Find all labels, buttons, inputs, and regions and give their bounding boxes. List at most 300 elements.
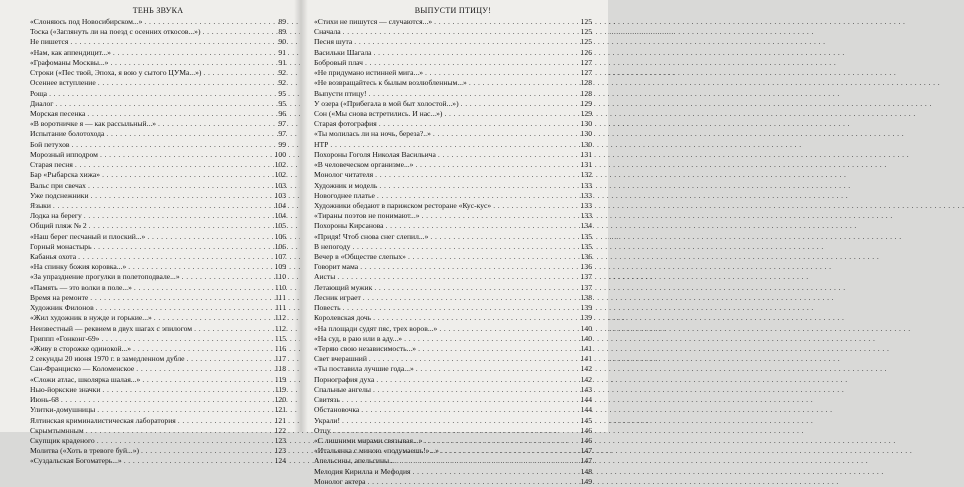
toc-entry-title: Улитки-домушницы — [30, 405, 96, 415]
toc-page-number: 146 — [580, 425, 592, 435]
toc-entry-title: «Графоманы Москвы...» — [30, 57, 109, 67]
toc-page-number: 112 — [274, 313, 286, 323]
toc-entry-title: «Не возвращайтесь к былым возлюбленным...» — [314, 78, 467, 88]
toc-dot-leader — [469, 78, 579, 88]
toc-entry-title: «Тираны поэтов не понимают...» — [314, 211, 420, 221]
toc-dot-leader — [97, 436, 273, 446]
toc-entry-title: 2 секунды 20 июня 1970 г. в замедленном дубле — [30, 354, 185, 364]
toc-entry — [30, 416, 286, 426]
toc-page-number: 149 — [580, 476, 592, 486]
toc-page-number: 111 — [275, 303, 286, 313]
toc-entry-title: «Нам, как аппендицит...» — [30, 47, 111, 57]
toc-entry-title: «За упразднение прогулки в полетоподвале...» — [30, 272, 180, 282]
toc-page-number: 92 — [278, 68, 286, 78]
toc-page-number: 106 — [274, 231, 286, 241]
toc-entry-title: Обстановочка — [314, 405, 360, 415]
toc-entry — [314, 221, 592, 231]
toc-page-number: 105 — [274, 221, 286, 231]
toc-page-number: 110 — [274, 282, 286, 292]
toc-dot-leader — [408, 252, 579, 262]
toc-dot-leader — [203, 27, 277, 37]
toc-entry — [314, 375, 592, 385]
toc-entry-title: Песня шута — [314, 37, 353, 47]
toc-page-number: 133 — [580, 180, 592, 190]
toc-page-number: 141 — [580, 354, 592, 364]
toc-entry — [314, 405, 592, 415]
toc-entry-title: «Итальянка с миною «подумаешь!»...» — [314, 446, 439, 456]
toc-entry-title: Бобровый плач — [314, 57, 364, 67]
toc-entry — [314, 395, 592, 405]
toc-entry — [314, 426, 592, 436]
toc-entry — [314, 262, 592, 272]
toc-entry-title: Неизвестный — реквием в двух шагах с эпилогом — [30, 323, 193, 333]
toc-entry — [30, 150, 286, 160]
toc-entry-title: «Ты поставила лучшие года...» — [314, 364, 414, 374]
toc-dot-leader — [373, 385, 579, 395]
toc-page-number: 128 — [580, 78, 592, 88]
toc-dot-leader — [136, 364, 273, 374]
toc-page-number: 91 — [278, 57, 286, 67]
toc-dot-leader — [86, 426, 273, 436]
toc-page-number: 138 — [580, 292, 592, 302]
toc-entry-title: Тоска («Заглянуть ли на поезд с осенних откосов...») — [30, 27, 201, 37]
toc-entry-title: Не пишется — [30, 37, 69, 47]
toc-entry-title: Похороны Кирсанова — [314, 221, 384, 231]
toc-entry — [30, 252, 286, 262]
toc-dot-leader — [141, 446, 273, 456]
toc-dot-leader — [354, 37, 578, 47]
toc-dot-leader — [422, 211, 579, 221]
toc-entry — [314, 78, 592, 88]
toc-page-number: 110 — [274, 272, 286, 282]
toc-page-number: 139 — [580, 313, 592, 323]
toc-page-number: 133 — [580, 190, 592, 200]
toc-page-number: 141 — [580, 344, 592, 353]
toc-dot-leader — [438, 150, 579, 160]
right-page — [300, 0, 608, 486]
toc-entry — [30, 78, 286, 88]
toc-entry-title: Сан-Франциско — Коломенское — [30, 364, 135, 374]
toc-page-number: 109 — [274, 262, 286, 272]
toc-page-number: 116 — [274, 344, 286, 353]
toc-page-number: 102 — [274, 160, 286, 170]
toc-page-number: 99 — [278, 139, 286, 149]
toc-page-number: 90 — [278, 37, 286, 47]
toc-entry — [30, 313, 286, 323]
toc-entry — [314, 140, 592, 150]
toc-dot-leader — [187, 354, 273, 364]
toc-entry — [30, 129, 286, 139]
toc-page-number: 112 — [274, 323, 286, 333]
toc-entry-title: Говорит мама — [314, 262, 359, 272]
toc-entry-title: Отцу — [314, 425, 331, 435]
toc-dot-leader — [439, 324, 578, 334]
toc-page-number: 111 — [275, 292, 286, 302]
toc-entry-title: Молитва («Хоть в тревоге буй...») — [30, 446, 140, 456]
toc-entry — [314, 416, 592, 426]
toc-page-number: 106 — [274, 241, 286, 251]
toc-page-number: 91 — [278, 47, 286, 57]
toc-entry — [30, 170, 286, 180]
toc-page-number: 107 — [274, 252, 286, 262]
toc-entry-title: Сон («Мы снова встретились. И нас...») — [314, 108, 443, 118]
toc-dot-leader — [361, 405, 578, 415]
toc-entry-title: Лесник играет — [314, 292, 361, 302]
toc-page-number: 127 — [580, 57, 592, 67]
toc-entry-title: Старая фотография — [314, 119, 377, 129]
toc-entry — [314, 242, 592, 252]
toc-page-number: 144 — [580, 405, 592, 415]
toc-entry — [314, 364, 592, 374]
toc-entry — [314, 201, 592, 211]
toc-page-number: 124 — [274, 456, 286, 466]
toc-list-right — [314, 17, 592, 487]
toc-entry — [314, 446, 592, 456]
toc-page-number: 89 — [278, 27, 286, 37]
toc-entry-title: Роща — [30, 88, 48, 98]
toc-dot-leader — [404, 334, 579, 344]
toc-entry — [314, 272, 592, 282]
toc-page-number: 103 — [274, 190, 286, 200]
toc-dot-leader — [158, 119, 276, 129]
toc-entry-title: «Стихи не пишутся — случаются...» — [314, 17, 433, 26]
toc-entry-title: Ялтинская криминалистическая лаборатория — [30, 415, 176, 425]
toc-dot-leader — [374, 283, 578, 293]
toc-entry-title: Свитязь — [314, 395, 340, 405]
toc-entry-title: Сначала — [314, 27, 341, 37]
toc-dot-leader — [343, 27, 579, 37]
toc-page-number: 143 — [580, 384, 592, 394]
toc-entry — [30, 426, 286, 436]
toc-entry — [30, 17, 286, 27]
toc-entry-title: «Теряю свою независимость...» — [314, 344, 417, 353]
toc-dot-leader — [375, 170, 578, 180]
toc-dot-leader — [444, 109, 578, 119]
toc-entry — [30, 232, 286, 242]
toc-entry — [30, 191, 286, 201]
toc-page-number: 95 — [278, 98, 286, 108]
toc-dot-leader — [343, 303, 579, 313]
toc-dot-leader — [87, 109, 276, 119]
toc-dot-leader — [89, 221, 273, 231]
toc-entry — [314, 252, 592, 262]
toc-entry-title: Монолог актера — [314, 476, 366, 486]
toc-dot-leader — [333, 426, 579, 436]
toc-page-number: 133 — [580, 211, 592, 221]
toc-entry — [314, 303, 592, 313]
toc-entry — [30, 395, 286, 405]
toc-page-number: 129 — [580, 108, 592, 118]
toc-entry-title: Скрымтымнным — [30, 425, 84, 435]
toc-page-number: 97 — [278, 119, 286, 129]
toc-dot-leader — [386, 221, 579, 231]
toc-entry-title: «Память — это волки в поле...» — [30, 282, 132, 292]
toc-page-number: 136 — [580, 252, 592, 262]
toc-entry — [30, 201, 286, 211]
toc-dot-leader — [434, 17, 578, 27]
toc-dot-leader — [342, 395, 579, 405]
toc-entry-title: Королевская дочь — [314, 313, 372, 323]
toc-page-number: 146 — [580, 435, 592, 445]
toc-dot-leader — [178, 416, 273, 426]
toc-page-number: 148 — [580, 466, 592, 476]
toc-dot-leader — [330, 140, 578, 150]
toc-dot-leader — [379, 119, 579, 129]
toc-page-number: 144 — [580, 395, 592, 405]
toc-entry-title: «Наш берег песчаный и плоский...» — [30, 231, 146, 241]
toc-list-left — [30, 17, 286, 467]
toc-page-number: 119 — [274, 374, 286, 384]
toc-entry-title: Скупщик краденого — [30, 435, 95, 445]
toc-entry-title: «С лишними мирами связывая...» — [314, 435, 423, 445]
toc-entry-title: НТР — [314, 139, 329, 149]
toc-entry-title: Бар «Рыбарска хижа» — [30, 170, 101, 180]
toc-page-number: 130 — [580, 139, 592, 149]
toc-dot-leader — [342, 416, 579, 426]
toc-entry-title: Украли! — [314, 415, 341, 425]
toc-entry-title: «Придя! Чтоб снова снег слепил...» — [314, 231, 429, 241]
toc-dot-leader — [493, 201, 578, 211]
toc-page-number: 125 — [580, 37, 592, 47]
toc-entry — [314, 467, 592, 477]
toc-page-number: 145 — [580, 415, 592, 425]
toc-page-number: 127 — [580, 68, 592, 78]
toc-dot-leader — [416, 364, 579, 374]
toc-entry-title: Вечер в «Обществе слепых» — [314, 252, 406, 262]
toc-entry — [30, 58, 286, 68]
toc-entry-title: Спальные ангелы — [314, 384, 371, 394]
toc-entry — [314, 293, 592, 303]
toc-page-number: 119 — [274, 384, 286, 394]
toc-dot-leader — [134, 283, 273, 293]
toc-entry-title: Испытание болотохода — [30, 129, 105, 139]
toc-page-number: 135 — [580, 241, 592, 251]
toc-page-number: 147 — [580, 446, 592, 456]
toc-entry-title: Свет вчерашний — [314, 354, 367, 364]
toc-entry-title: «Слоняюсь под Новосибирском...» — [30, 17, 143, 26]
toc-entry — [30, 242, 286, 252]
toc-entry — [30, 385, 286, 395]
toc-entry-title: Новогоднее платье — [314, 190, 375, 200]
toc-page-number: 123 — [274, 435, 286, 445]
toc-entry — [314, 170, 592, 180]
toc-entry — [30, 375, 286, 385]
toc-entry-title: «На спинку божия коровка...» — [30, 262, 127, 272]
toc-entry — [30, 405, 286, 415]
toc-entry — [30, 211, 286, 221]
toc-entry-title: Общий пляж № 2 — [30, 221, 87, 231]
toc-entry-title: Летающий мужик — [314, 282, 373, 292]
toc-dot-leader — [194, 324, 273, 334]
toc-entry — [314, 48, 592, 58]
toc-entry — [30, 334, 286, 344]
toc-dot-leader — [94, 242, 273, 252]
toc-entry — [30, 140, 286, 150]
toc-entry-title: «На суд, в раю или в аду...» — [314, 333, 403, 343]
toc-entry-title: «Живу в сторожке одинокой...» — [30, 344, 131, 353]
toc-page-number: 118 — [274, 364, 286, 374]
toc-entry-title: Мелодия Кирилла и Мефодия — [314, 466, 411, 476]
toc-entry — [314, 109, 592, 119]
toc-entry — [314, 385, 592, 395]
toc-page-number: 147 — [580, 456, 592, 466]
toc-page-number: 130 — [580, 119, 592, 129]
toc-dot-leader — [203, 68, 276, 78]
toc-dot-leader — [102, 385, 272, 395]
toc-dot-leader — [133, 344, 273, 354]
toc-page-number: 142 — [580, 364, 592, 374]
toc-entry — [30, 37, 286, 47]
toc-dot-leader — [98, 78, 277, 88]
toc-dot-leader — [363, 293, 579, 303]
toc-entry-title: «Ты молилась ли на ночь, береза?..» — [314, 129, 431, 139]
toc-entry-title: Старая песня — [30, 160, 73, 170]
toc-dot-leader — [374, 48, 579, 58]
toc-page-number: 89 — [278, 17, 286, 26]
toc-entry — [314, 129, 592, 139]
toc-dot-leader — [70, 37, 276, 47]
toc-entry — [314, 324, 592, 334]
toc-entry — [30, 293, 286, 303]
toc-entry — [314, 477, 592, 487]
toc-page-number: 100 — [274, 149, 286, 159]
toc-page-number: 102 — [274, 170, 286, 180]
toc-dot-leader — [78, 252, 273, 262]
toc-entry-title: Похороны Гоголя Николая Васильича — [314, 149, 436, 159]
toc-page-number: 115 — [274, 333, 286, 343]
toc-page-number: 97 — [278, 129, 286, 139]
toc-entry — [30, 272, 286, 282]
toc-entry — [314, 181, 592, 191]
toc-dot-leader — [53, 201, 273, 211]
toc-entry-title: «На площади судят пяс, трех воров...» — [314, 323, 438, 333]
toc-entry — [30, 364, 286, 374]
toc-page-number: 129 — [580, 98, 592, 108]
toc-dot-leader — [147, 232, 272, 242]
toc-entry — [314, 119, 592, 129]
toc-page-number: 123 — [274, 446, 286, 456]
toc-dot-leader — [376, 375, 578, 385]
toc-dot-leader — [424, 436, 578, 446]
toc-entry — [30, 160, 286, 170]
toc-entry-title: «В человеческом организме...» — [314, 160, 414, 170]
toc-page-number: 122 — [274, 425, 286, 435]
toc-dot-leader — [100, 150, 273, 160]
toc-entry-title: Выпусти птицу! — [314, 88, 367, 98]
toc-entry-title: Бой петухов — [30, 139, 70, 149]
toc-page-number: 121 — [274, 405, 286, 415]
toc-page-number: 117 — [274, 354, 286, 364]
toc-entry — [30, 436, 286, 446]
toc-dot-leader — [369, 89, 579, 99]
toc-entry — [314, 17, 592, 27]
toc-entry-title: «Суздальская Богоматерь...» — [30, 456, 122, 466]
toc-entry — [314, 37, 592, 47]
toc-entry — [314, 354, 592, 364]
toc-dot-leader — [182, 272, 273, 282]
toc-entry — [314, 89, 592, 99]
toc-dot-leader — [377, 191, 579, 201]
toc-dot-leader — [113, 48, 276, 58]
toc-entry — [314, 344, 592, 354]
toc-page-number: 131 — [580, 149, 592, 159]
toc-entry — [314, 283, 592, 293]
toc-entry-title: У озера («Прибегала в мой быт холостой...») — [314, 98, 459, 108]
toc-entry — [30, 303, 286, 313]
section-title-right: ВЫПУСТИ ПТИЦУ! — [414, 6, 492, 15]
toc-page-number: 134 — [580, 221, 592, 231]
toc-entry — [30, 221, 286, 231]
toc-dot-leader — [369, 354, 579, 364]
toc-entry — [30, 27, 286, 37]
toc-entry — [314, 456, 592, 466]
toc-page-number: 135 — [580, 231, 592, 241]
toc-dot-leader — [102, 170, 273, 180]
toc-entry — [314, 27, 592, 37]
toc-dot-leader — [154, 313, 273, 323]
toc-page-number: 121 — [274, 415, 286, 425]
toc-page-number: 142 — [580, 374, 592, 384]
toc-entry — [30, 283, 286, 293]
toc-entry-title: Художник Филонов — [30, 303, 94, 313]
toc-entry — [314, 211, 592, 221]
toc-dot-leader — [352, 242, 578, 252]
toc-entry-title: Морская песенка — [30, 108, 86, 118]
toc-entry — [30, 181, 286, 191]
toc-entry-title: Монолог читателя — [314, 170, 374, 180]
toc-entry-title: Июнь-68 — [30, 395, 59, 405]
toc-entry — [30, 99, 286, 109]
toc-entry-title: Осеннее вступление — [30, 78, 96, 88]
toc-dot-leader — [144, 17, 276, 27]
toc-entry — [30, 109, 286, 119]
toc-dot-leader — [97, 405, 272, 415]
toc-dot-leader — [88, 181, 273, 191]
toc-entry — [30, 354, 286, 364]
toc-page-number: 136 — [580, 262, 592, 272]
toc-entry — [314, 191, 592, 201]
toc-entry — [30, 48, 286, 58]
toc-page-number: 130 — [580, 129, 592, 139]
toc-dot-leader — [379, 181, 578, 191]
toc-entry-title: Апельсины, апельсины... — [314, 456, 395, 466]
toc-dot-leader — [373, 313, 578, 323]
toc-page-number: 139 — [580, 303, 592, 313]
toc-entry-title: Вальс при свечах — [30, 180, 86, 190]
toc-entry — [30, 344, 286, 354]
toc-entry — [314, 313, 592, 323]
toc-dot-leader — [425, 68, 579, 78]
toc-dot-leader — [96, 303, 274, 313]
toc-dot-leader — [49, 89, 276, 99]
toc-dot-leader — [101, 334, 272, 344]
toc-dot-leader — [128, 262, 272, 272]
toc-dot-leader — [433, 129, 579, 139]
toc-page-number: 96 — [278, 108, 286, 118]
toc-page-number: 140 — [580, 333, 592, 343]
toc-dot-leader — [91, 191, 273, 201]
toc-page-number: 125 — [580, 17, 592, 26]
toc-page-number: 120 — [274, 395, 286, 405]
toc-entry-title: «Жил художник в нужде и горькие...» — [30, 313, 152, 323]
toc-entry — [314, 334, 592, 344]
toc-entry-title: Диалог — [30, 98, 54, 108]
toc-dot-leader — [337, 272, 578, 282]
toc-entry — [314, 99, 592, 109]
toc-page-number: 131 — [580, 160, 592, 170]
toc-dot-leader — [142, 375, 273, 385]
toc-dot-leader — [461, 99, 579, 109]
